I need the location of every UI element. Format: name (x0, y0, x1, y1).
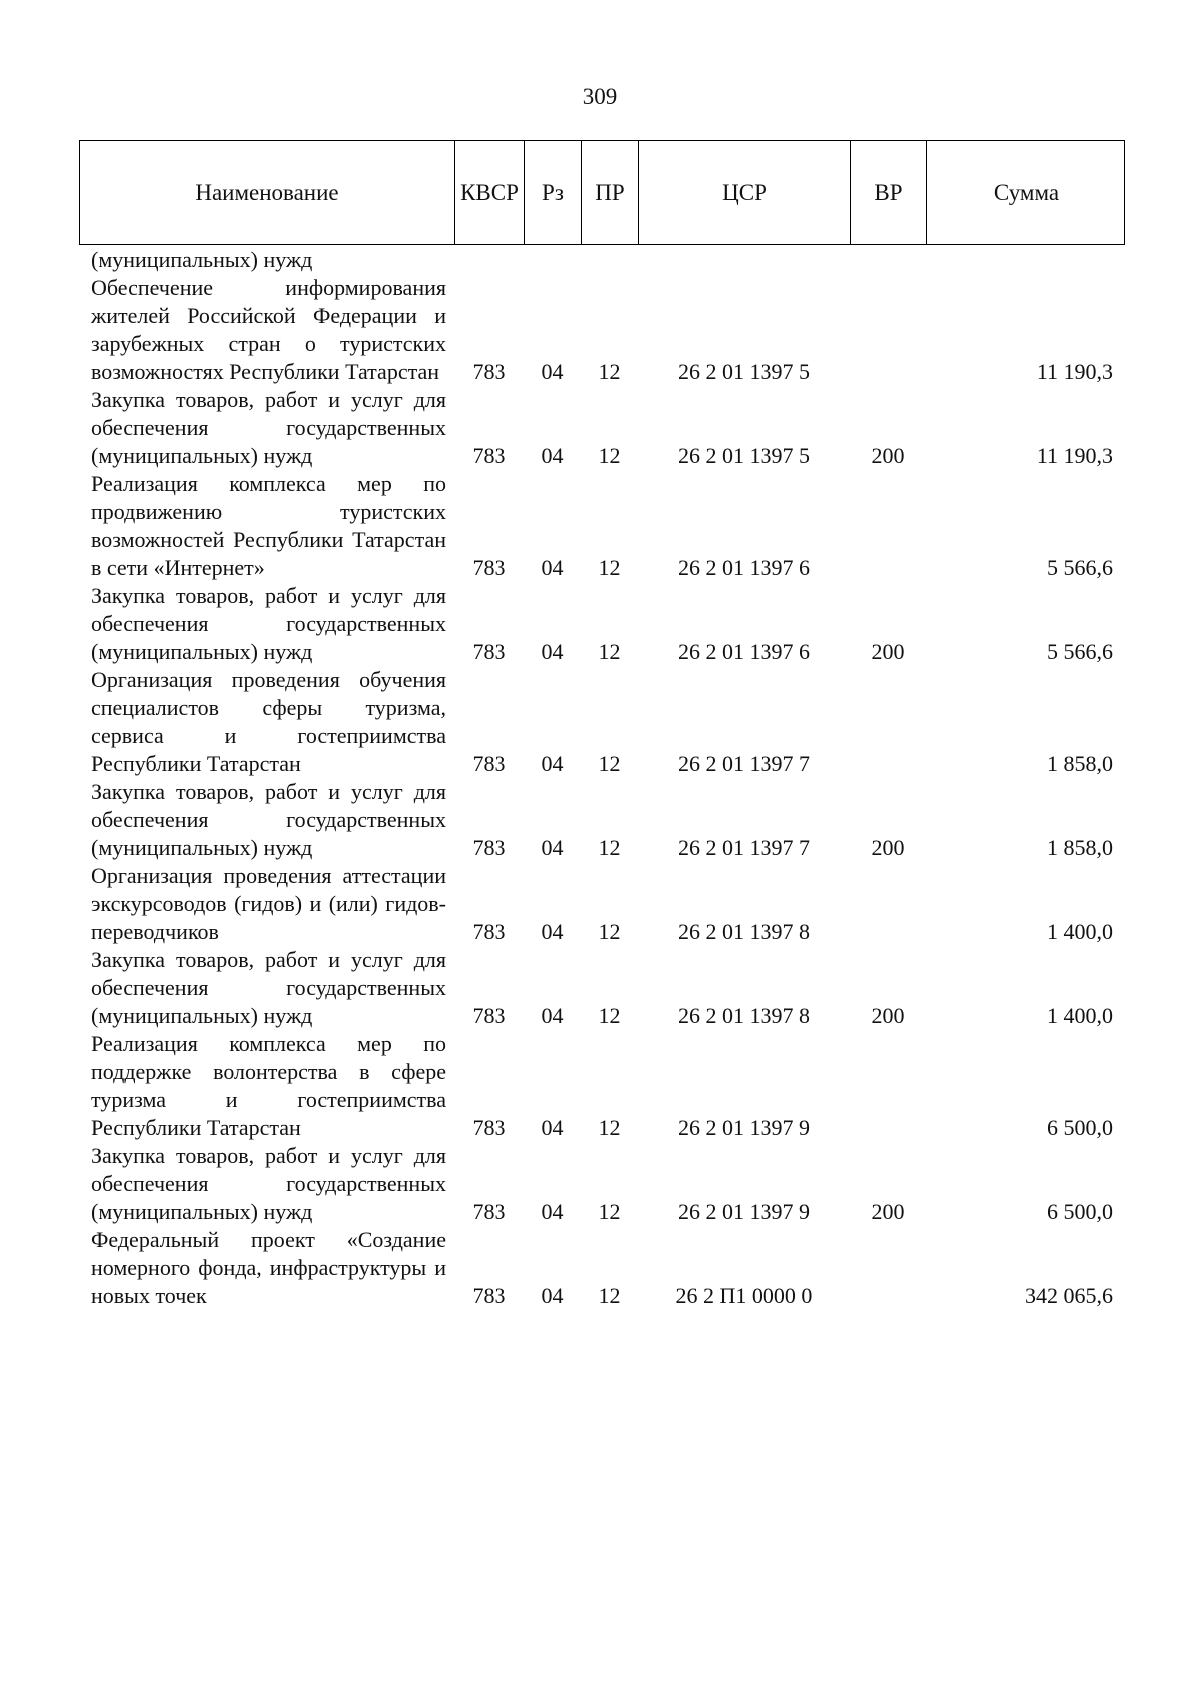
row-vr: 200 (871, 639, 905, 664)
row-name: Реализация комплекса мер по поддержке волонтерства в сфере туризма и гостеприимства Республики Татарстан (91, 1031, 446, 1140)
row-name: Закупка товаров, работ и услуг для обеспечения государственных (муниципальных) нужд (91, 779, 446, 860)
row-kvsr: 783 (472, 835, 506, 860)
row-sum: 342 065,6 (1025, 1283, 1113, 1308)
row-rz: 04 (541, 1115, 564, 1140)
row-pr: 12 (598, 555, 621, 580)
row-vr: 200 (871, 835, 905, 860)
row-sum: 1 858,0 (1047, 835, 1113, 860)
row-name: Организация проведения аттестации экскурсоводов (гидов) и (или) гидов-переводчиков (91, 863, 446, 944)
table-body (79, 246, 1125, 1310)
table-header (79, 140, 1125, 245)
row-vr: 200 (871, 1003, 905, 1028)
table-row (79, 1142, 1125, 1226)
row-kvsr: 783 (472, 1199, 506, 1224)
header-name: Наименование (80, 141, 455, 244)
table-row (79, 666, 1125, 778)
row-kvsr: 783 (472, 359, 506, 384)
row-sum: 5 566,6 (1047, 639, 1113, 664)
row-vr: 200 (871, 1199, 905, 1224)
row-csr: 26 2 01 1397 9 (678, 1115, 810, 1140)
row-rz: 04 (541, 1199, 564, 1224)
row-name: (муниципальных) нужд (91, 247, 313, 272)
table-row (79, 470, 1125, 582)
row-name: Закупка товаров, работ и услуг для обеспечения государственных (муниципальных) нужд (91, 947, 446, 1028)
row-kvsr: 783 (472, 555, 506, 580)
row-pr: 12 (598, 919, 621, 944)
row-pr: 12 (598, 1115, 621, 1140)
row-name: Закупка товаров, работ и услуг для обеспечения государственных (муниципальных) нужд (91, 1143, 446, 1224)
table-row (79, 1226, 1125, 1310)
header-csr: ЦСР (639, 141, 851, 244)
header-vr: ВР (851, 141, 927, 244)
row-rz: 04 (541, 443, 564, 468)
row-kvsr: 783 (472, 751, 506, 776)
row-csr: 26 2 01 1397 7 (678, 751, 810, 776)
table-row (79, 1030, 1125, 1142)
header-kvsr: КВСР (455, 141, 525, 244)
row-kvsr: 783 (472, 1283, 506, 1308)
row-csr: 26 2 01 1397 5 (678, 443, 810, 468)
row-pr: 12 (598, 1283, 621, 1308)
row-csr: 26 2 01 1397 7 (678, 835, 810, 860)
table-row (79, 582, 1125, 666)
row-pr: 12 (598, 1199, 621, 1224)
table-row (79, 246, 1125, 274)
row-sum: 6 500,0 (1047, 1199, 1113, 1224)
row-name: Организация проведения обучения специалистов сферы туризма, сервиса и гостеприимства Республики Татарстан (91, 667, 446, 776)
row-rz: 04 (541, 1283, 564, 1308)
header-rz: Рз (525, 141, 582, 244)
row-sum: 6 500,0 (1047, 1115, 1113, 1140)
row-name: Закупка товаров, работ и услуг для обеспечения государственных (муниципальных) нужд (91, 583, 446, 664)
table-row (79, 386, 1125, 470)
row-name: Федеральный проект «Создание номерного фонда, инфраструктуры и новых точек (91, 1227, 446, 1308)
row-kvsr: 783 (472, 1115, 506, 1140)
header-sum: Сумма (993, 179, 1060, 205)
row-rz: 04 (541, 751, 564, 776)
row-sum: 11 190,3 (1036, 359, 1113, 384)
page-number: 309 (582, 84, 618, 109)
row-pr: 12 (598, 359, 621, 384)
row-pr: 12 (598, 1003, 621, 1028)
row-csr: 26 2 01 1397 6 (678, 555, 810, 580)
row-sum: 5 566,6 (1047, 555, 1113, 580)
row-rz: 04 (541, 359, 564, 384)
row-rz: 04 (541, 555, 564, 580)
header-pr: ПР (582, 141, 639, 244)
row-name: Закупка товаров, работ и услуг для обеспечения государственных (муниципальных) нужд (91, 387, 446, 468)
row-rz: 04 (541, 1003, 564, 1028)
row-sum: 1 400,0 (1047, 919, 1113, 944)
row-sum: 11 190,3 (1036, 443, 1113, 468)
row-kvsr: 783 (472, 639, 506, 664)
row-name: Реализация комплекса мер по продвижению туристских возможностей Республики Татарстан в сети «Интернет» (91, 471, 446, 580)
row-csr: 26 2 01 1397 6 (678, 639, 810, 664)
row-sum: 1 858,0 (1047, 751, 1113, 776)
row-kvsr: 783 (472, 1003, 506, 1028)
row-pr: 12 (598, 835, 621, 860)
row-kvsr: 783 (472, 919, 506, 944)
row-vr: 200 (871, 443, 905, 468)
row-rz: 04 (541, 919, 564, 944)
table-row (79, 946, 1125, 1030)
row-csr: 26 2 01 1397 5 (678, 359, 810, 384)
table-row (79, 862, 1125, 946)
table-row (79, 274, 1125, 386)
row-rz: 04 (541, 835, 564, 860)
table-row (79, 778, 1125, 862)
row-rz: 04 (541, 639, 564, 664)
row-pr: 12 (598, 639, 621, 664)
row-csr: 26 2 01 1397 9 (678, 1199, 810, 1224)
row-pr: 12 (598, 751, 621, 776)
row-csr: 26 2 П1 0000 0 (675, 1283, 813, 1308)
row-csr: 26 2 01 1397 8 (678, 1003, 810, 1028)
row-csr: 26 2 01 1397 8 (678, 919, 810, 944)
row-pr: 12 (598, 443, 621, 468)
row-name: Обеспечение информирования жителей Российской Федерации и зарубежных стран о туристских возможностях Республики Татарстан (91, 275, 446, 384)
row-sum: 1 400,0 (1047, 1003, 1113, 1028)
row-kvsr: 783 (472, 443, 506, 468)
